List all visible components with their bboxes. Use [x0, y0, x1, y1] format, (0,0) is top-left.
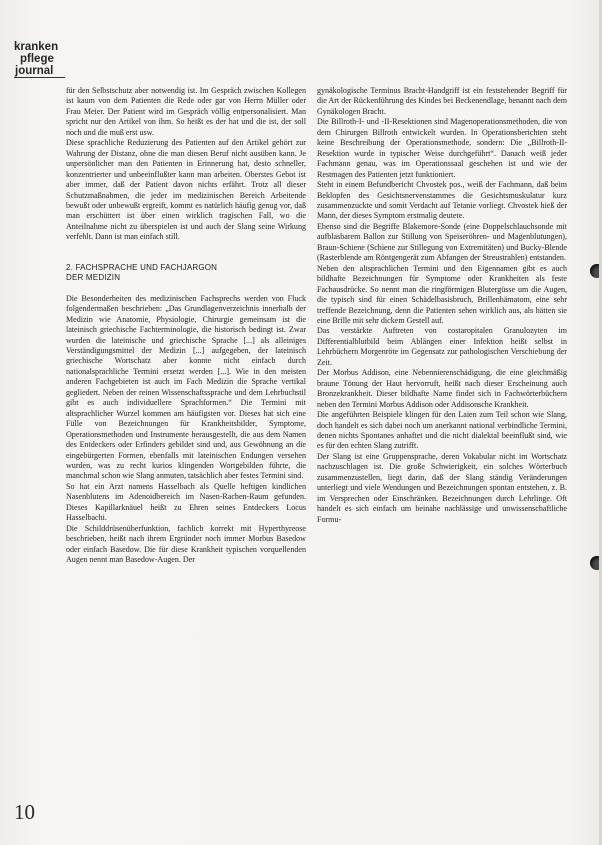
paragraph: Diese sprachliche Reduzierung des Patienten auf den Artikel gehört zur Wahrung der Distanz, ohne die man diesen Beruf nicht ausüben kann. Je unpersönlicher man den Patienten in Erinnerung hat, desto schneller, konzentrierter und unbeeinflußter kann man arbeiten. Oberstes Gebot ist aber immer, daß der Patient davon nichts erfährt. Trotz all dieser Schutzmaßnahmen, die jeder im medizinischen Bereich Arbeitende bewußt oder unbewußt ergreift, kommt es natürlich häufig genug vor, daß man erschüttert ist über einen wirklich tragischen Fall, wo die Anteilnahme nicht zu überspielen ist und auch der Slang seine Wirkung verfehlt. Dann ist man einfach still.: [66, 138, 306, 242]
paragraph: Ebenso sind die Begriffe Blakemore-Sonde (eine Doppelschlauchsonde mit aufblasbarem Ballon zur Stillung von Speiseröhren- und Magenblutungen), Braun-Schiene (Schiene zur Stillegung von Extremitäten) und Bucky-Blende (Rasterblende am Röntgengerät zum Abfangen der Streustrahlen) entstanden.: [317, 221, 567, 263]
paragraph: Die Besonderheiten des medizinischen Fachsprechs werden von Fluck folgendermaßen beschrieben: „Das Grundlagenverzeichnis innerhalb der Medizin wie Anatomie, Physiologie, Chirurgie gemeinsam ist die lateinisch griechische Fachterminologie, die historisch bedingt ist. Zwar wurden die lateinische und griechische Sprache [...] als alleiniges Verständigungsmittel der Medizin [...] aufgegeben, der lateinisch griechische Wortschatz aber konnte nicht einfach durch nationalsprachliche Termini ersetzt werden [...]. Wie in den meisten anderen Fachgebieten ist auch im Fach Medizin die Sprache vertikal gegliedert. Neben der reinen Wissenschaftssprache und dem Lehrbuchstil gibt es auch individuellere Sprachformen.“ Die Termini mit altsprachlicher Wurzel kommen am häufigsten vor. Dieses hat sich eine Fülle von Bezeichnungen für Krankheitsbilder, Symptome, Operationsmethoden und Instrumente herausgestellt, die aus dem Namen des Entdeckers oder Erfinders gebildet sind und, aus Gewöhnung an die eingebürgerten Formen, ebenfalls mit lateinischen Endungen versehen wurden, was zu recht kurios klingenden Wortgebilden führte, die manchmal schon wie Slang anmuten, tatsächlich aber festes Termini sind.: [66, 293, 306, 481]
paragraph: Neben den altsprachlichen Termini und den Eigennamen gibt es auch bildhafte Bezeichnungen für Symptome oder Krankheiten als feste Fachausdrücke. So nennt man die ringförmigen Blutergüsse um die Augen, die typisch sind für einen Schädelbasisbruch, Brillenhämatom, eine sehr treffende Bezeichnung, denn die Patienten sehen wirklich aus, als hätten sie eine Brille mit sehr dickem Gestell auf.: [317, 263, 567, 325]
journal-logo-line-3: journal: [14, 65, 65, 78]
paragraph: So hat ein Arzt namens Hasselbach als Quelle heftigen kindlichen Nasenblutens im Adenoidbereich im Nasen-Rachen-Raum gefunden. Dieses Kapillarknäuel heißt zu Ehren seines Entdeckers Locus Hasselbachi.: [66, 481, 306, 523]
journal-logo: [14, 41, 72, 78]
section-heading-cont: DER MEDIZIN: [66, 273, 121, 283]
paragraph: Die Schilddrüsenüberfunktion, fachlich korrekt mit Hyperthyreose beschrieben, heißt nach ihrem Ergründer noch immer Morbus Basedow oder einfach Basedow. Die für diese Krankheit typischen vorquellenden Augen nennt man Basedow-Augen. Der: [66, 523, 306, 565]
paragraph: Das verstärkte Auftreten von costaropitalen Granulozyten im Differentialblutbild beim Ablängen einer Infektion heißt selbst in Lehrbüchern Morgenröte im Gegensatz zur pathologischen Verschiebung der Zeit.: [317, 326, 567, 367]
right-text-column: [317, 86, 567, 525]
paragraph: Die angeführten Beispiele klingen für den Laien zum Teil schon wie Slang, doch handelt es sich dabei noch um anerkannt national verbindliche Termini, denen nichts Spontanes anhaftet und die nicht dialektal beeinflußt sind, wie es für den echten Slang zutrifft.: [317, 410, 567, 451]
section-heading: 2. FACHSPRACHE UND FACHJARGON: [66, 262, 218, 272]
journal-logo-line-2: pflege: [20, 53, 54, 65]
paragraph: Der Slang ist eine Gruppensprache, deren Vokabular nicht im Wortschatz nachzuschlagen ist. Die große Schwierigkeit, ein solches Wörterbuch zusammenzustellen, liegt darin, daß der Slang ständig Veränderungen unterliegt und viele Wendungen und Bezeichnungen spontan entstehen, z. B. im Versprechen oder Einschränken. Bezeichnungen durch Lehrlinge. Oft handelt es sich einfach um beinahe nachlässige und unwissenschaftliche Formu-: [317, 451, 567, 524]
paragraph: Die Billroth-I- und -II-Resektionen sind Magenoperationsmethoden, die von dem Chirurgen Billroth entwickelt wurden. In Operationsberichten steht keine Beschreibung der Operationsmethode, sondern: Die „Billroth-II-Resektion wurde in typischer Weise durchgeführt“. Danach weiß jeder Fachmann genau, was im Operationssaal geschehen ist und wie der Restmagen des Patienten jetzt funktioniert.: [317, 117, 567, 179]
journal-logo-line-1: kranken: [14, 41, 59, 53]
page-number: 10: [14, 800, 35, 824]
paragraph: für den Selbstschutz aber notwendig ist. Im Gespräch zwischen Kollegen ist kaum von dem Patienten die Rede oder gar von Herrn Müller oder Frau Meier. Der Patient wird im Gespräch völlig entpersonalisiert. Man spricht nur den Artikel von ihm. So heißt es der hat und die ist, der soll noch und die muß erst usw.: [66, 86, 306, 137]
left-text-column: [66, 86, 306, 565]
paragraph: gynäkologische Terminus Bracht-Handgriff ist ein feststehender Begriff für die Art der Rückenführung des Kindes bei Beckenendlage, benannt nach dem Gynäkologen Bracht.: [317, 86, 567, 116]
paragraph: Steht in einem Befundbericht Chvostek pos., weiß der Fachmann, daß beim Beklopfen des Gesichtsnervenstammes die Gesichtsmuskulatur kurz zusammenzuckte und somit Verdacht auf Tetanie vorliegt. Chvostek hieß der Mann, der dieses Symptom erstmalig deutete.: [317, 180, 567, 221]
paragraph: Der Morbus Addison, eine Nebennierenschädigung, die eine gleichmäßig braune Tönung der Haut hervorruft, heißt nach dieser Erscheinung auch Bronzekrankheit. Dieser bildhafte Name findet sich in Fachwörterbüchern neben den Termini Morbus Addison oder Addisonsche Krankheit.: [317, 368, 567, 409]
